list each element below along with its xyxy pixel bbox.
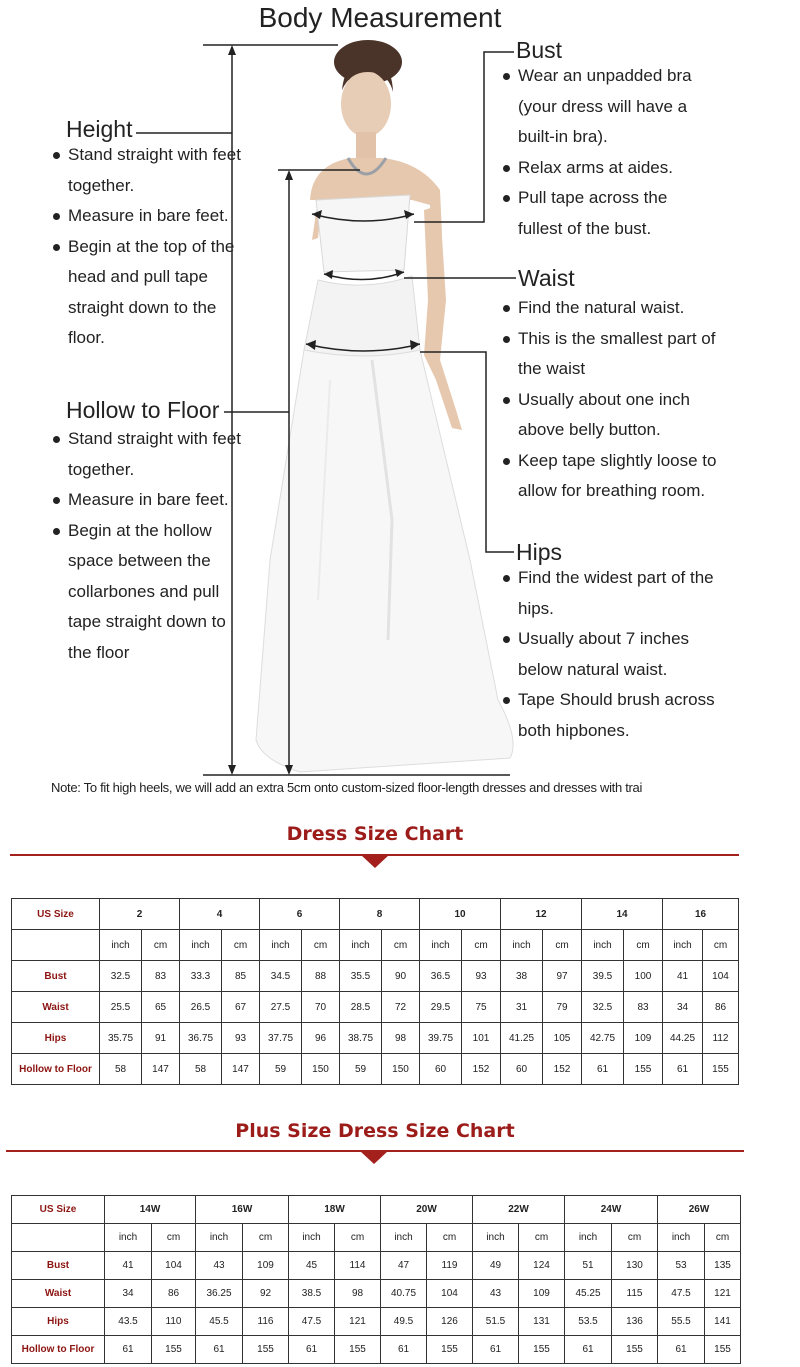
table-cell: 104 — [703, 961, 739, 992]
table-cell: 25.5 — [100, 992, 142, 1023]
table-cell: 49 — [473, 1252, 519, 1280]
divider-arrow-icon — [360, 1151, 388, 1164]
table-cell: 31 — [501, 992, 543, 1023]
table-cell: 85 — [222, 961, 260, 992]
table-header-row — [12, 899, 739, 930]
table-cell: 35.5 — [340, 961, 382, 992]
table-cell: 35.75 — [100, 1023, 142, 1054]
list-item: Begin at the hollow space between the collarbones and pull tape straight down to the floor — [52, 516, 242, 669]
table-cell: 135 — [705, 1252, 741, 1280]
table-cell: 61 — [105, 1336, 152, 1364]
table-cell: 79 — [543, 992, 582, 1023]
us-size-label: US Size — [12, 899, 100, 930]
table-cell: 131 — [519, 1308, 565, 1336]
table-cell: 65 — [142, 992, 180, 1023]
table-cell: 51.5 — [473, 1308, 519, 1336]
table-cell: 28.5 — [340, 992, 382, 1023]
row-label: Hollow to Floor — [12, 1054, 100, 1085]
table-cell: 36.25 — [196, 1280, 243, 1308]
body-measurement-title: Body Measurement — [258, 2, 502, 33]
list-item: Pull tape across the fullest of the bust. — [502, 183, 702, 244]
bust-heading: Bust — [516, 37, 563, 63]
unit-header: inch — [565, 1224, 612, 1252]
table-cell: 59 — [340, 1054, 382, 1085]
table-cell: 60 — [420, 1054, 462, 1085]
table-row — [12, 1054, 739, 1085]
table-cell: 115 — [612, 1280, 658, 1308]
table-cell: 47.5 — [658, 1280, 705, 1308]
table-cell: 141 — [705, 1308, 741, 1336]
table-cell: 55.5 — [658, 1308, 705, 1336]
list-item: Wear an unpadded bra (your dress will have a built-in bra). — [502, 61, 702, 153]
row-label: Bust — [12, 961, 100, 992]
table-cell: 34 — [105, 1280, 152, 1308]
unit-header: inch — [501, 930, 543, 961]
table-cell: 61 — [381, 1336, 427, 1364]
row-label: Waist — [12, 992, 100, 1023]
unit-header: inch — [196, 1224, 243, 1252]
unit-header: cm — [519, 1224, 565, 1252]
table-cell: 101 — [462, 1023, 501, 1054]
list-item: Measure in bare feet. — [52, 485, 242, 516]
unit-header: cm — [142, 930, 180, 961]
unit-header: inch — [289, 1224, 335, 1252]
table-cell: 41.25 — [501, 1023, 543, 1054]
bust-instructions — [502, 61, 702, 244]
unit-header: cm — [427, 1224, 473, 1252]
table-cell: 49.5 — [381, 1308, 427, 1336]
unit-header: inch — [658, 1224, 705, 1252]
table-cell: 83 — [624, 992, 663, 1023]
table-cell: 155 — [427, 1336, 473, 1364]
table-cell: 155 — [243, 1336, 289, 1364]
table-cell: 42.75 — [582, 1023, 624, 1054]
table-cell: 147 — [222, 1054, 260, 1085]
row-label: Hips — [12, 1023, 100, 1054]
table-cell: 110 — [152, 1308, 196, 1336]
unit-header: inch — [100, 930, 142, 961]
table-cell: 100 — [624, 961, 663, 992]
table-cell: 155 — [705, 1336, 741, 1364]
table-cell: 27.5 — [260, 992, 302, 1023]
table-cell: 105 — [543, 1023, 582, 1054]
dress-size-table-body — [12, 899, 739, 1085]
table-cell: 32.5 — [582, 992, 624, 1023]
table-row — [12, 992, 739, 1023]
table-cell: 155 — [624, 1054, 663, 1085]
table-cell: 150 — [382, 1054, 420, 1085]
height-instructions — [52, 140, 242, 354]
size-header: 10 — [420, 899, 501, 930]
table-cell: 155 — [519, 1336, 565, 1364]
size-header: 24W — [565, 1196, 658, 1224]
unit-header: cm — [382, 930, 420, 961]
list-item: Begin at the top of the head and pull tape straight down to the floor. — [52, 232, 242, 354]
table-cell: 152 — [462, 1054, 501, 1085]
row-label: Hips — [12, 1308, 105, 1336]
table-cell: 38 — [501, 961, 543, 992]
table-cell: 91 — [142, 1023, 180, 1054]
table-cell: 58 — [180, 1054, 222, 1085]
table-cell: 44.25 — [663, 1023, 703, 1054]
table-cell: 152 — [543, 1054, 582, 1085]
list-item: Find the natural waist. — [502, 293, 717, 324]
table-cell: 112 — [703, 1023, 739, 1054]
row-label: Waist — [12, 1280, 105, 1308]
table-cell: 61 — [196, 1336, 243, 1364]
table-cell: 98 — [382, 1023, 420, 1054]
unit-header: inch — [105, 1224, 152, 1252]
table-cell: 121 — [705, 1280, 741, 1308]
unit-header: cm — [243, 1224, 289, 1252]
size-header: 20W — [381, 1196, 473, 1224]
table-cell: 61 — [658, 1336, 705, 1364]
unit-header: cm — [543, 930, 582, 961]
unit-header: inch — [260, 930, 302, 961]
size-header: 8 — [340, 899, 420, 930]
plus-size-chart-title: Plus Size Dress Size Chart — [235, 1120, 515, 1142]
size-header: 14 — [582, 899, 663, 930]
unit-header: cm — [703, 930, 739, 961]
table-cell: 45 — [289, 1252, 335, 1280]
table-cell: 67 — [222, 992, 260, 1023]
table-cell: 41 — [105, 1252, 152, 1280]
table-cell: 45.5 — [196, 1308, 243, 1336]
empty-cell — [12, 930, 100, 961]
table-cell: 97 — [543, 961, 582, 992]
table-cell: 70 — [302, 992, 340, 1023]
table-cell: 61 — [565, 1336, 612, 1364]
table-cell: 104 — [427, 1280, 473, 1308]
table-header-row — [12, 1196, 741, 1224]
table-cell: 58 — [100, 1054, 142, 1085]
high-heels-note: Note: To fit high heels, we will add an extra 5cm onto custom-sized floor-length dresses and dresses with trai — [51, 780, 643, 795]
table-cell: 86 — [703, 992, 739, 1023]
table-row — [12, 1252, 741, 1280]
size-header: 16W — [196, 1196, 289, 1224]
size-header: 22W — [473, 1196, 565, 1224]
table-cell: 130 — [612, 1252, 658, 1280]
us-size-label: US Size — [12, 1196, 105, 1224]
unit-header: inch — [340, 930, 382, 961]
table-cell: 43.5 — [105, 1308, 152, 1336]
table-cell: 150 — [302, 1054, 340, 1085]
list-item: This is the smallest part of the waist — [502, 324, 717, 385]
list-item: Measure in bare feet. — [52, 201, 242, 232]
table-cell: 53.5 — [565, 1308, 612, 1336]
table-cell: 61 — [582, 1054, 624, 1085]
unit-header: inch — [663, 930, 703, 961]
table-cell: 86 — [152, 1280, 196, 1308]
unit-header: cm — [612, 1224, 658, 1252]
table-cell: 104 — [152, 1252, 196, 1280]
table-cell: 155 — [335, 1336, 381, 1364]
table-cell: 88 — [302, 961, 340, 992]
height-heading: Height — [66, 116, 133, 142]
unit-header: cm — [152, 1224, 196, 1252]
table-cell: 36.5 — [420, 961, 462, 992]
unit-header: cm — [462, 930, 501, 961]
table-cell: 41 — [663, 961, 703, 992]
table-cell: 93 — [222, 1023, 260, 1054]
waist-heading: Waist — [518, 265, 575, 291]
list-item: Keep tape slightly loose to allow for breathing room. — [502, 446, 717, 507]
plus-size-table-body — [12, 1196, 741, 1364]
row-label: Bust — [12, 1252, 105, 1280]
table-cell: 119 — [427, 1252, 473, 1280]
table-cell: 109 — [624, 1023, 663, 1054]
unit-header: inch — [420, 930, 462, 961]
hips-instructions — [502, 563, 717, 746]
unit-header: inch — [582, 930, 624, 961]
dress-size-table — [11, 898, 739, 1085]
table-cell: 121 — [335, 1308, 381, 1336]
table-cell: 45.25 — [565, 1280, 612, 1308]
table-row — [12, 1308, 741, 1336]
empty-cell — [12, 1224, 105, 1252]
table-cell: 61 — [663, 1054, 703, 1085]
table-cell: 92 — [243, 1280, 289, 1308]
table-cell: 116 — [243, 1308, 289, 1336]
table-cell: 147 — [142, 1054, 180, 1085]
unit-header: cm — [335, 1224, 381, 1252]
list-item: Usually about 7 inches below natural waist. — [502, 624, 717, 685]
table-units-row — [12, 930, 739, 961]
table-cell: 53 — [658, 1252, 705, 1280]
table-cell: 51 — [565, 1252, 612, 1280]
waist-instructions — [502, 293, 717, 507]
size-header: 18W — [289, 1196, 381, 1224]
unit-header: cm — [302, 930, 340, 961]
row-label: Hollow to Floor — [12, 1336, 105, 1364]
table-cell: 39.75 — [420, 1023, 462, 1054]
size-header: 14W — [105, 1196, 196, 1224]
table-row — [12, 1336, 741, 1364]
table-cell: 93 — [462, 961, 501, 992]
table-cell: 34 — [663, 992, 703, 1023]
table-cell: 75 — [462, 992, 501, 1023]
table-cell: 29.5 — [420, 992, 462, 1023]
table-cell: 155 — [612, 1336, 658, 1364]
size-header: 4 — [180, 899, 260, 930]
size-header: 6 — [260, 899, 340, 930]
table-cell: 47 — [381, 1252, 427, 1280]
dress-size-chart-title: Dress Size Chart — [286, 823, 464, 845]
table-cell: 59 — [260, 1054, 302, 1085]
table-cell: 32.5 — [100, 961, 142, 992]
unit-header: cm — [624, 930, 663, 961]
hips-heading: Hips — [516, 539, 563, 565]
table-cell: 33.3 — [180, 961, 222, 992]
unit-header: inch — [180, 930, 222, 961]
size-header: 16 — [663, 899, 739, 930]
table-cell: 98 — [335, 1280, 381, 1308]
table-cell: 36.75 — [180, 1023, 222, 1054]
table-cell: 61 — [473, 1336, 519, 1364]
table-cell: 114 — [335, 1252, 381, 1280]
table-cell: 109 — [519, 1280, 565, 1308]
table-cell: 38.75 — [340, 1023, 382, 1054]
table-cell: 136 — [612, 1308, 658, 1336]
list-item: Relax arms at aides. — [502, 153, 702, 184]
table-cell: 34.5 — [260, 961, 302, 992]
size-header: 26W — [658, 1196, 741, 1224]
table-cell: 72 — [382, 992, 420, 1023]
table-cell: 155 — [152, 1336, 196, 1364]
list-item: Tape Should brush across both hipbones. — [502, 685, 717, 746]
table-cell: 39.5 — [582, 961, 624, 992]
divider-arrow-icon — [361, 855, 389, 868]
unit-header: cm — [222, 930, 260, 961]
table-cell: 37.75 — [260, 1023, 302, 1054]
table-cell: 61 — [289, 1336, 335, 1364]
table-row — [12, 1023, 739, 1054]
list-item: Find the widest part of the hips. — [502, 563, 717, 624]
hollow-to-floor-heading: Hollow to Floor — [66, 397, 220, 423]
table-cell: 155 — [703, 1054, 739, 1085]
table-cell: 109 — [243, 1252, 289, 1280]
table-cell: 90 — [382, 961, 420, 992]
unit-header: inch — [381, 1224, 427, 1252]
table-cell: 43 — [196, 1252, 243, 1280]
table-cell: 47.5 — [289, 1308, 335, 1336]
table-cell: 126 — [427, 1308, 473, 1336]
hollow-instructions — [52, 424, 242, 668]
table-cell: 60 — [501, 1054, 543, 1085]
table-cell: 43 — [473, 1280, 519, 1308]
table-cell: 96 — [302, 1023, 340, 1054]
unit-header: inch — [473, 1224, 519, 1252]
table-units-row — [12, 1224, 741, 1252]
list-item: Usually about one inch above belly button. — [502, 385, 717, 446]
list-item: Stand straight with feet together. — [52, 424, 242, 485]
table-cell: 124 — [519, 1252, 565, 1280]
list-item: Stand straight with feet together. — [52, 140, 242, 201]
table-row — [12, 961, 739, 992]
table-cell: 40.75 — [381, 1280, 427, 1308]
table-cell: 83 — [142, 961, 180, 992]
size-header: 12 — [501, 899, 582, 930]
table-cell: 26.5 — [180, 992, 222, 1023]
plus-size-table — [11, 1195, 741, 1364]
table-cell: 38.5 — [289, 1280, 335, 1308]
unit-header: cm — [705, 1224, 741, 1252]
size-header: 2 — [100, 899, 180, 930]
table-row — [12, 1280, 741, 1308]
